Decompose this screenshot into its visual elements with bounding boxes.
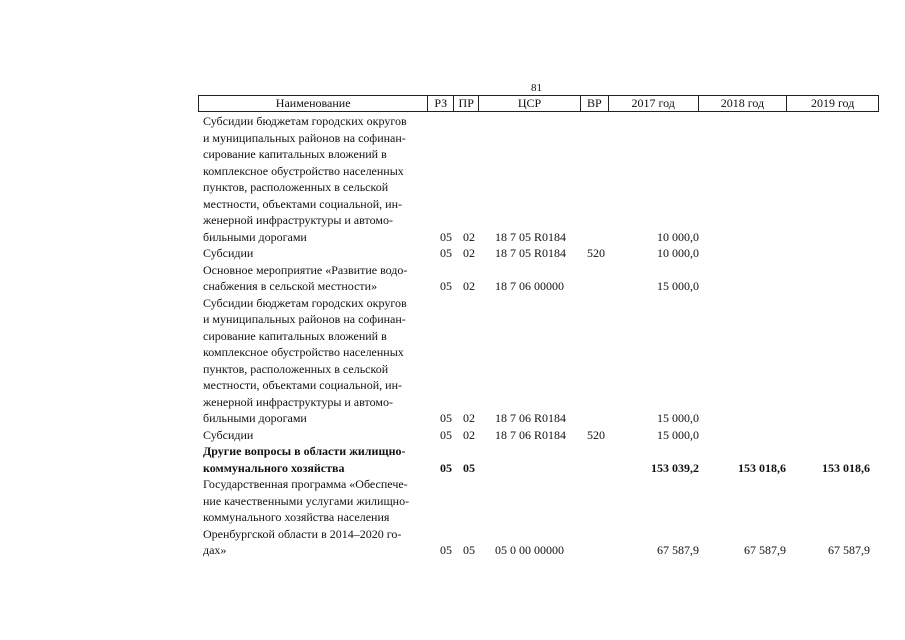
header-2018: 2018 год: [699, 96, 788, 111]
row-pr: 05: [463, 460, 475, 475]
row-name: [198, 443, 428, 476]
row-rz: 05: [440, 229, 452, 244]
row-2017: 10 000,0: [657, 229, 699, 244]
row-csr: 18 7 06 R0184: [495, 427, 567, 442]
table-row: [198, 443, 879, 476]
page-number: 81: [531, 82, 542, 94]
row-rz: 05: [440, 411, 452, 425]
row-name-line: Субсидии: [203, 246, 254, 260]
row-name-line: комплексное обустройство населенных: [203, 345, 404, 359]
row-csr: 18 7 06 00000: [495, 279, 564, 293]
row-name-line: комплексное обустройство населенных: [203, 163, 404, 178]
row-name: [198, 113, 428, 245]
row-2018: 153 018,6: [738, 460, 786, 475]
row-pr: 02: [463, 229, 475, 244]
row-name-line: снабжения в сельской местности»: [203, 279, 378, 293]
row-name-line: местности, объектами социальной, ин-: [203, 378, 402, 392]
row-rz: 05: [440, 427, 452, 442]
header-vr: ВР: [581, 96, 609, 111]
row-name: [198, 476, 428, 559]
row-pr: 02: [463, 279, 475, 293]
table-header: [198, 95, 879, 112]
row-name-line: дах»: [203, 543, 227, 557]
row-2017: 10 000,0: [657, 246, 699, 260]
row-name-line: коммунального хозяйства населения: [203, 510, 390, 524]
row-2018: 67 587,9: [744, 543, 786, 557]
header-rz: РЗ: [428, 96, 454, 111]
row-pr: 02: [463, 246, 475, 260]
header-name: Наименование: [199, 96, 428, 111]
row-rz: 05: [440, 543, 452, 557]
row-name: [198, 245, 428, 262]
header-2019: 2019 год: [810, 96, 855, 110]
row-name-line: Другие вопросы в области жилищно-: [203, 444, 406, 458]
row-csr: 18 7 05 R0184: [495, 229, 567, 244]
table-row: [198, 476, 879, 559]
row-vr: 520: [587, 246, 605, 260]
row-pr: 05: [463, 543, 475, 557]
row-name-line: Субсидии: [203, 427, 254, 442]
row-name-line: сирование капитальных вложений в: [203, 328, 387, 343]
row-2019: 153 018,6: [822, 460, 870, 475]
row-2017: 15 000,0: [657, 411, 699, 425]
row-rz: 05: [440, 460, 452, 475]
table-row: [198, 245, 879, 262]
row-name-line: бильными дорогами: [203, 229, 307, 244]
row-name-line: коммунального хозяйства: [203, 460, 345, 475]
table-body: [198, 113, 879, 559]
row-name-line: и муниципальных районов на софинан-: [203, 312, 406, 326]
table-row: [198, 295, 879, 427]
row-2019: 67 587,9: [828, 543, 870, 557]
row-name-line: Субсидии бюджетам городских округов: [203, 295, 407, 310]
table-row: [198, 262, 879, 295]
row-name-line: бильными дорогами: [203, 411, 307, 425]
row-csr: 18 7 06 R0184: [495, 411, 567, 425]
row-csr: 05 0 00 00000: [495, 543, 564, 557]
row-name-line: Оренбургской области в 2014–2020 го-: [203, 526, 402, 541]
table-row: [198, 113, 879, 245]
row-name-line: ние качественными услугами жилищно-: [203, 493, 410, 508]
row-pr: 02: [463, 427, 475, 442]
row-name: [198, 262, 428, 295]
header-csr: ЦСР: [479, 96, 581, 111]
row-name-line: сирование капитальных вложений в: [203, 147, 387, 161]
row-2017: 67 587,9: [657, 543, 699, 557]
row-2017: 15 000,0: [657, 427, 699, 442]
row-rz: 05: [440, 246, 452, 260]
row-rz: 05: [440, 279, 452, 293]
row-vr: 520: [587, 427, 605, 442]
row-name-line: пунктов, расположенных в сельской: [203, 180, 389, 194]
header-pr: ПР: [454, 96, 479, 111]
row-name: [198, 427, 428, 444]
row-name: [198, 295, 428, 427]
row-name-line: женерной инфраструктуры и автомо-: [203, 394, 393, 409]
row-name-line: и муниципальных районов на софинан-: [203, 130, 406, 145]
row-name-line: Основное мероприятие «Развитие водо-: [203, 262, 408, 277]
row-name-line: местности, объектами социальной, ин-: [203, 196, 402, 211]
row-2017: 15 000,0: [657, 279, 699, 293]
row-name-line: Государственная программа «Обеспече-: [203, 477, 408, 491]
row-name-line: женерной инфраструктуры и автомо-: [203, 213, 393, 227]
header-2017: 2017 год: [609, 96, 699, 111]
row-name-line: Субсидии бюджетам городских округов: [203, 114, 407, 128]
table-row: [198, 427, 879, 444]
row-csr: 18 7 05 R0184: [495, 246, 567, 260]
row-name-line: пунктов, расположенных в сельской: [203, 361, 389, 376]
row-2017: 153 039,2: [651, 460, 699, 475]
row-pr: 02: [463, 411, 475, 425]
